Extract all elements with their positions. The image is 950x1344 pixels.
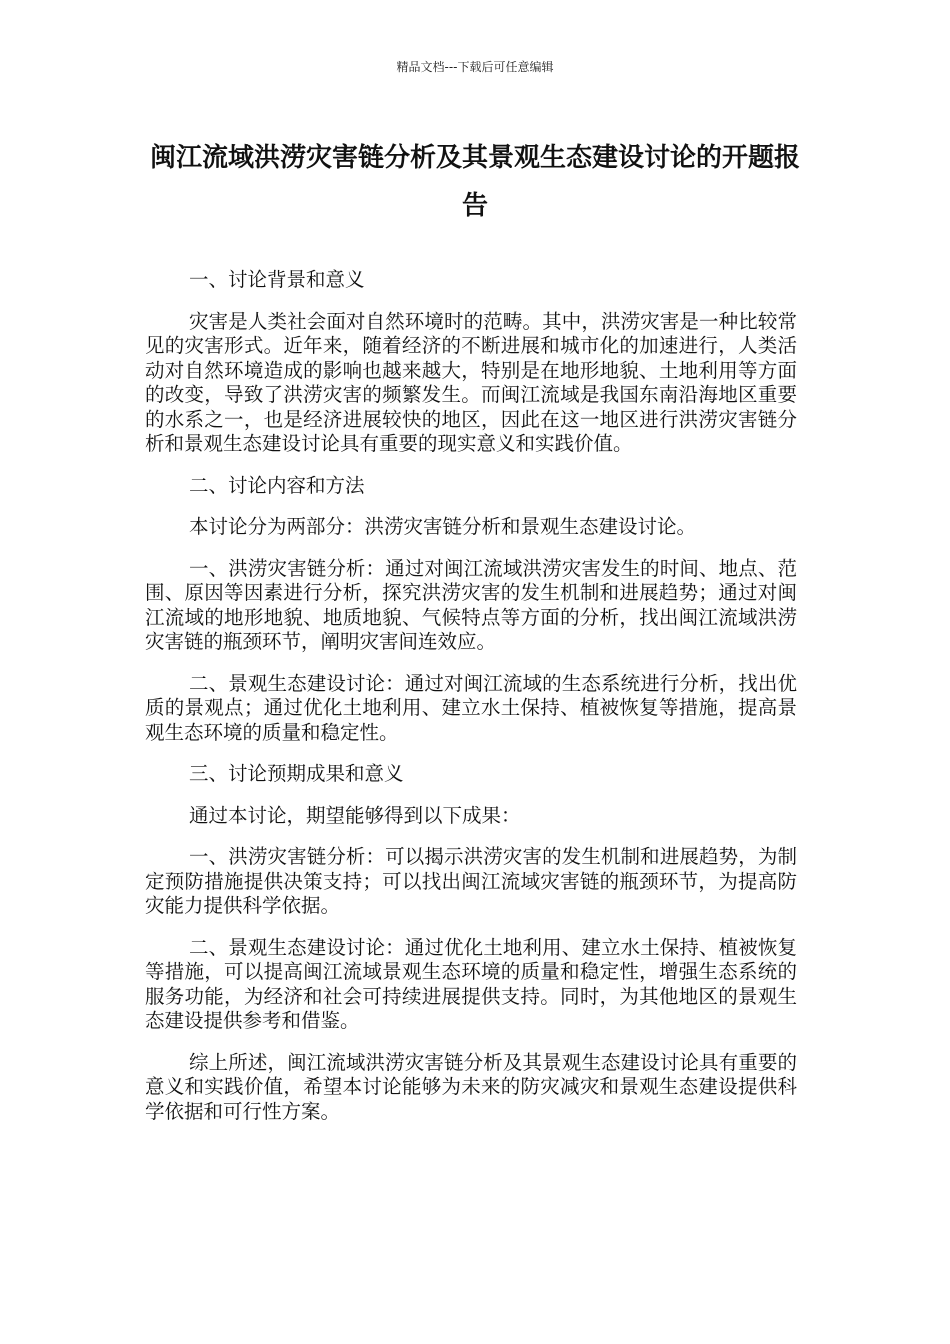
section-heading-background: 一、讨论背景和意义 bbox=[189, 268, 365, 291]
paragraph-research-parts: 本讨论分为两部分：洪涝灾害链分析和景观生态建设讨论。 bbox=[189, 515, 697, 538]
paragraph-result-flood-chain: 一、洪涝灾害链分析：可以揭示洪涝灾害的发生机制和进展趋势，为制定预防措施提供决策支持；可以找出闽江流域灾害链的瓶颈环节，为提高防灾能力提供科学依据。 bbox=[145, 845, 797, 917]
paragraph-flood-chain-analysis: 一、洪涝灾害链分析：通过对闽江流域洪涝灾害发生的时间、地点、范围、原因等因素进行分析，探究洪涝灾害的发生机制和进展趋势；通过对闽江流域的地形地貌、地质地貌、气候特点等方面的分析，找出闽江流域洪涝灾害链的瓶颈环节，阐明灾害间连效应。 bbox=[145, 556, 797, 653]
paragraph-landscape-ecology: 二、景观生态建设讨论：通过对闽江流域的生态系统进行分析，找出优质的景观点；通过优化土地利用、建立水土保持、植被恢复等措施，提高景观生态环境的质量和稳定性。 bbox=[145, 671, 797, 744]
section-heading-content-method: 二、讨论内容和方法 bbox=[189, 473, 365, 497]
paragraph-conclusion: 综上所述，闽江流域洪涝灾害链分析及其景观生态建设讨论具有重要的意义和实践价值，希望本讨论能够为未来的防灾减灾和景观生态建设提供科学依据和可行性方案。 bbox=[145, 1050, 797, 1123]
document-title: 闽江流域洪涝灾害链分析及其景观生态建设讨论的开题报告 bbox=[149, 143, 800, 221]
header-note: 精品文档---下载后可任意编辑 bbox=[396, 60, 554, 74]
section-heading-expected-results: 三、讨论预期成果和意义 bbox=[189, 762, 404, 785]
document-body bbox=[145, 268, 797, 1141]
paragraph-expected-intro: 通过本讨论，期望能够得到以下成果： bbox=[189, 803, 521, 827]
paragraph-result-landscape: 二、景观生态建设讨论：通过优化土地利用、建立水土保持、植被恢复等措施，可以提高闽江流域景观生态环境的质量和稳定性，增强生态系统的服务功能，为经济和社会可持续进展提供支持。同时，为其他地区的景观生态建设提供参考和借鉴。 bbox=[145, 935, 797, 1032]
paragraph-background: 灾害是人类社会面对自然环境时的范畴。其中，洪涝灾害是一种比较常见的灾害形式。近年来，随着经济的不断进展和城市化的加速进行，人类活动对自然环境造成的影响也越来越大，特别是在地形地貌、土地利用等方面的改变，导致了洪涝灾害的频繁发生。而闽江流域是我国东南沿海地区重要的水系之一，也是经济进展较快的地区，因此在这一地区进行洪涝灾害链分析和景观生态建设讨论具有重要的现实意义和实践价值。 bbox=[145, 309, 797, 455]
